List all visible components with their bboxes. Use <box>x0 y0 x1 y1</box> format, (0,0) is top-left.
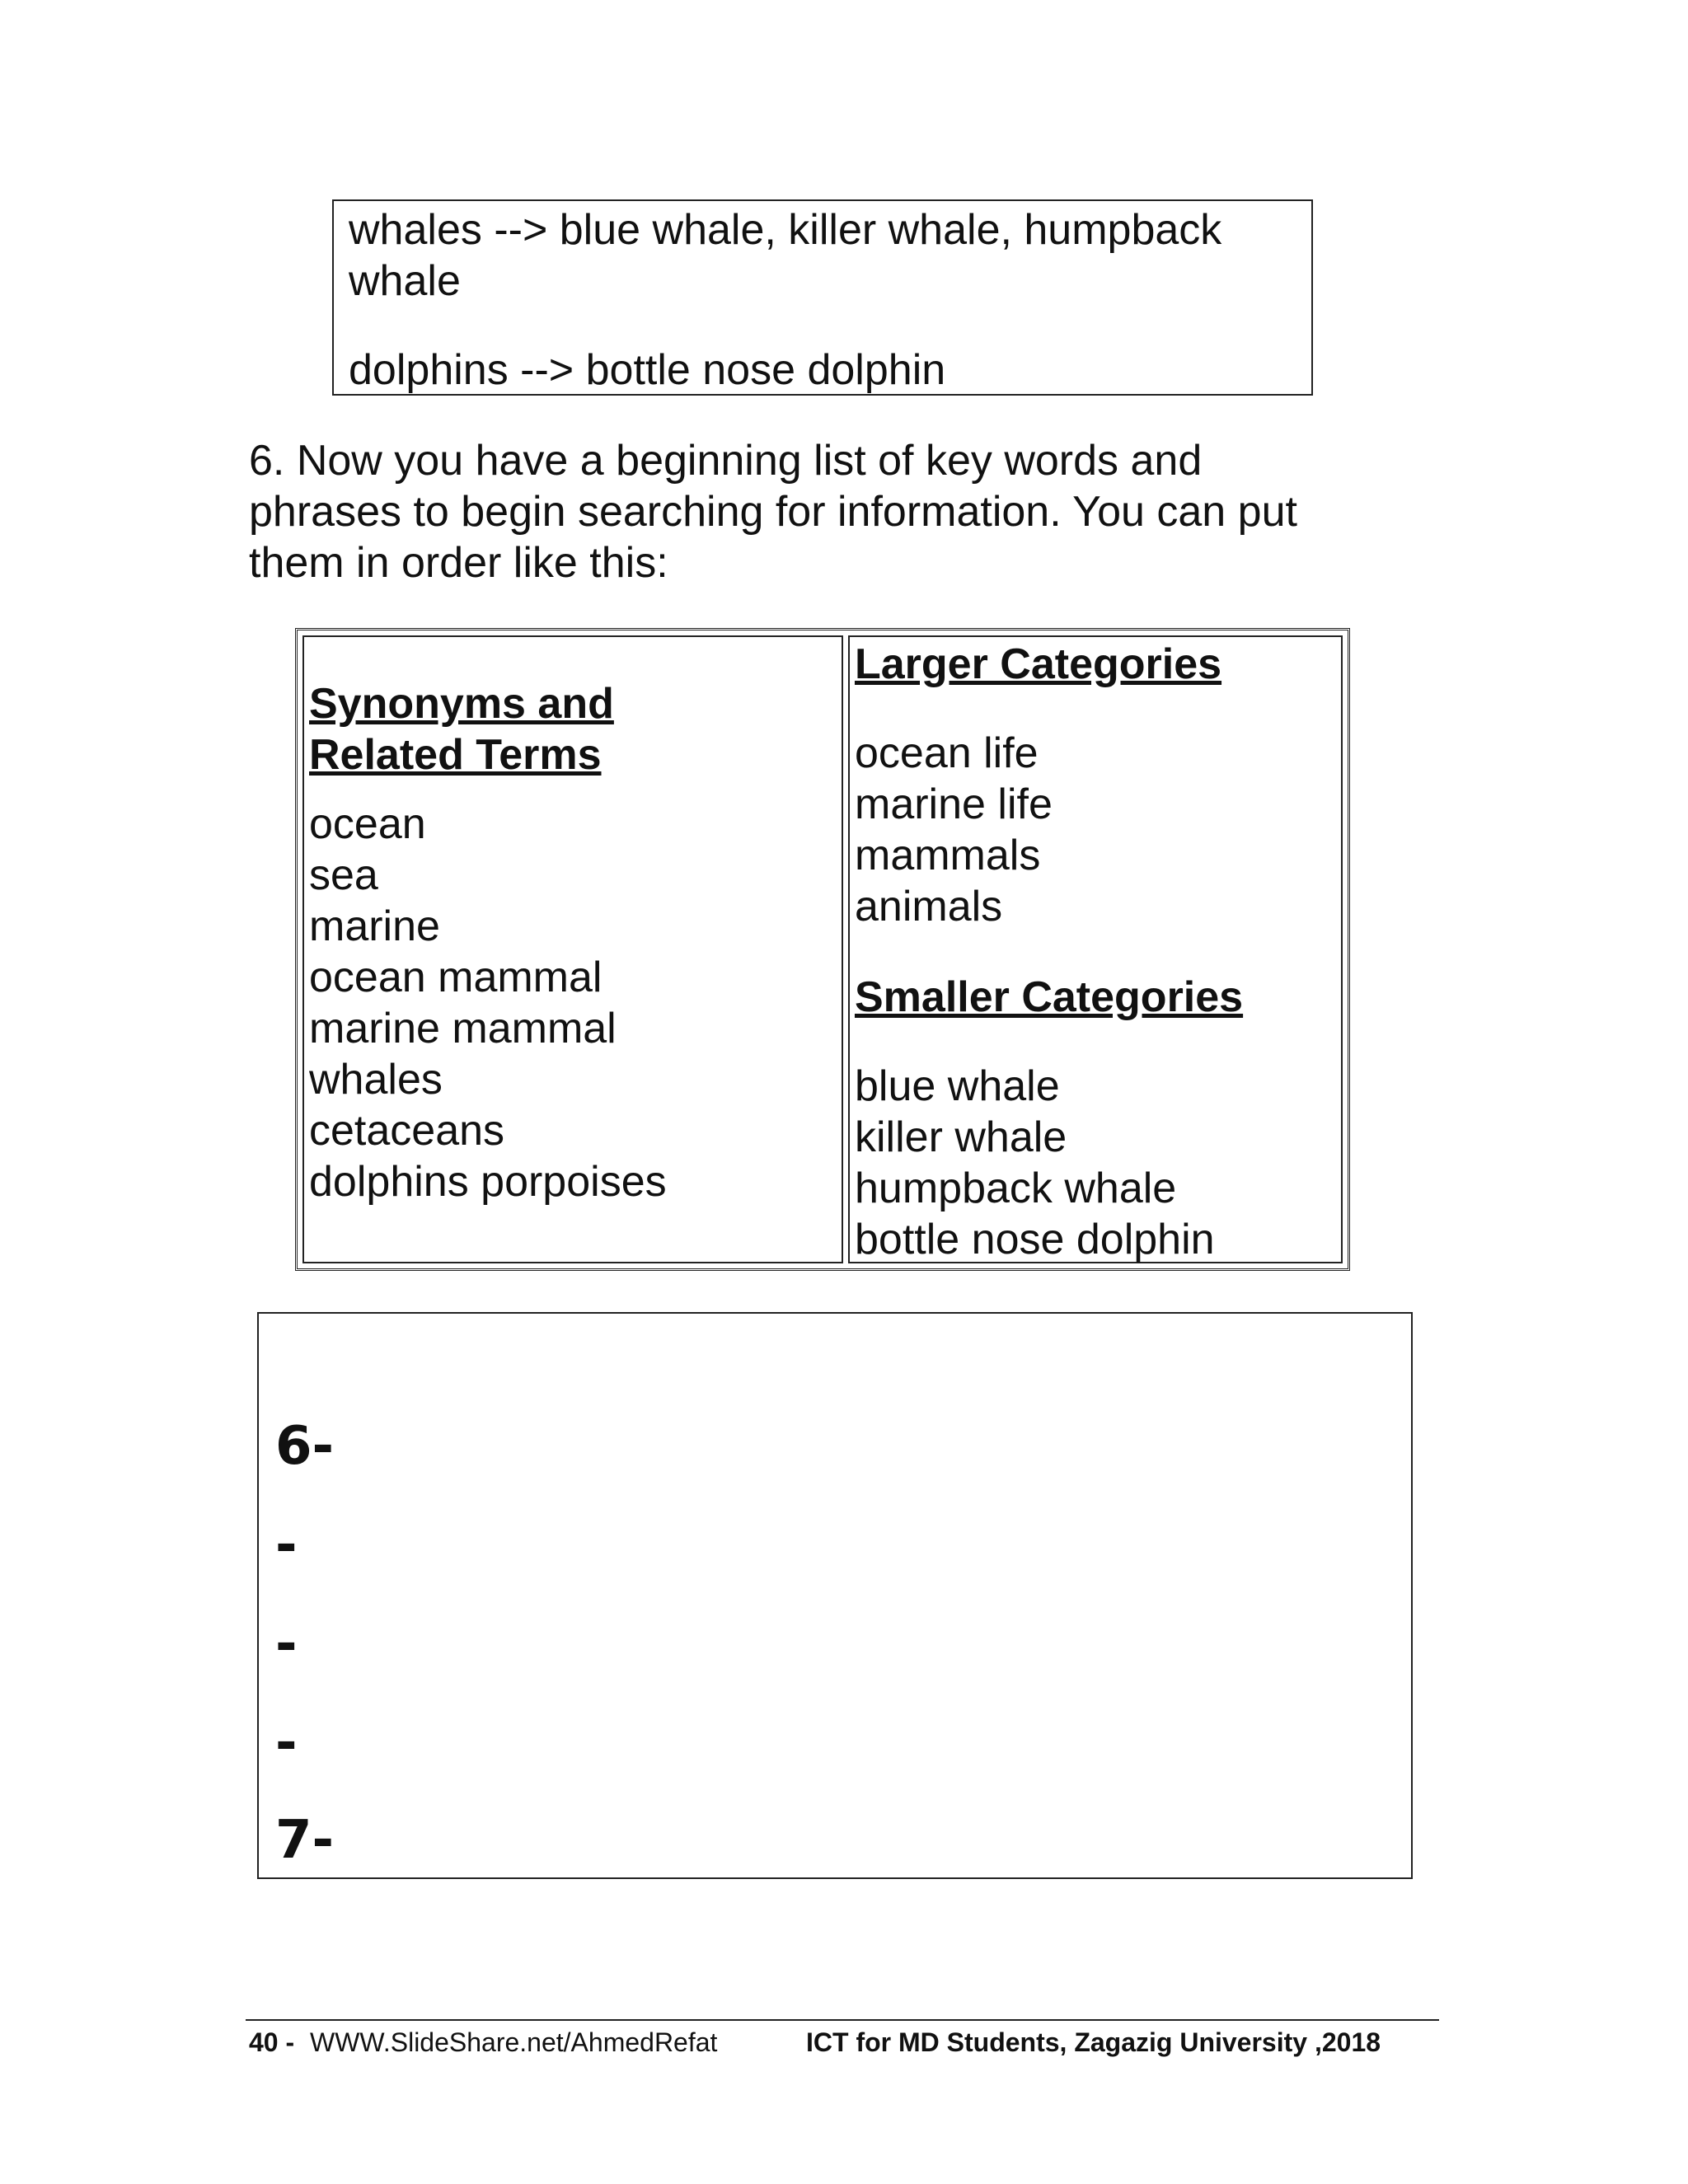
answer-line-dash: - <box>275 1713 298 1774</box>
synonyms-cell <box>302 635 843 1263</box>
synonym-item: marine <box>309 902 440 950</box>
example-line-whale-cont: whale <box>349 257 461 305</box>
page-number: 40 - <box>249 2027 295 2057</box>
answer-line-dash: - <box>275 1614 298 1675</box>
answer-line-dash: - <box>275 1515 298 1576</box>
larger-category-item: mammals <box>855 832 1041 879</box>
paragraph-line-3: them in order like this: <box>249 539 668 587</box>
answer-line-7: 7- <box>275 1810 335 1871</box>
smaller-category-item: bottle nose dolphin <box>855 1216 1215 1263</box>
synonym-item: cetaceans <box>309 1107 505 1155</box>
smaller-category-item: blue whale <box>855 1062 1060 1110</box>
larger-category-item: marine life <box>855 780 1053 828</box>
synonyms-heading-line-1: Synonyms and <box>309 680 614 728</box>
footer-course: ICT for MD Students, Zagazig University ,2018 <box>806 2027 1381 2057</box>
answer-box <box>257 1312 1413 1879</box>
synonym-item: sea <box>309 851 378 899</box>
example-line-dolphins: dolphins --> bottle nose dolphin <box>349 346 946 394</box>
synonym-item: marine mammal <box>309 1005 617 1052</box>
answer-line-6: 6- <box>275 1416 335 1477</box>
paragraph-line-2: phrases to begin searching for information. You can put <box>249 488 1297 536</box>
synonym-item: ocean <box>309 800 426 848</box>
synonym-item: ocean mammal <box>309 954 603 1001</box>
larger-category-item: ocean life <box>855 729 1039 777</box>
synonyms-heading-line-2: Related Terms <box>309 731 602 779</box>
synonym-item: whales <box>309 1056 443 1104</box>
synonym-item: dolphins porpoises <box>309 1158 667 1206</box>
keyword-example-box <box>332 199 1313 396</box>
paragraph-line-1: 6. Now you have a beginning list of key words and <box>249 437 1203 485</box>
smaller-category-item: humpback whale <box>855 1165 1177 1212</box>
footer-site: WWW.SlideShare.net/AhmedRefat <box>310 2027 718 2057</box>
larger-categories-heading: Larger Categories <box>855 640 1222 688</box>
categories-cell <box>848 635 1343 1263</box>
footer-divider <box>246 2019 1439 2021</box>
keyword-table <box>295 628 1350 1271</box>
smaller-category-item: killer whale <box>855 1113 1067 1161</box>
larger-category-item: animals <box>855 883 1003 930</box>
smaller-categories-heading: Smaller Categories <box>855 973 1244 1021</box>
instruction-paragraph <box>249 435 1403 588</box>
example-line-whales: whales --> blue whale, killer whale, humpback <box>349 206 1222 254</box>
